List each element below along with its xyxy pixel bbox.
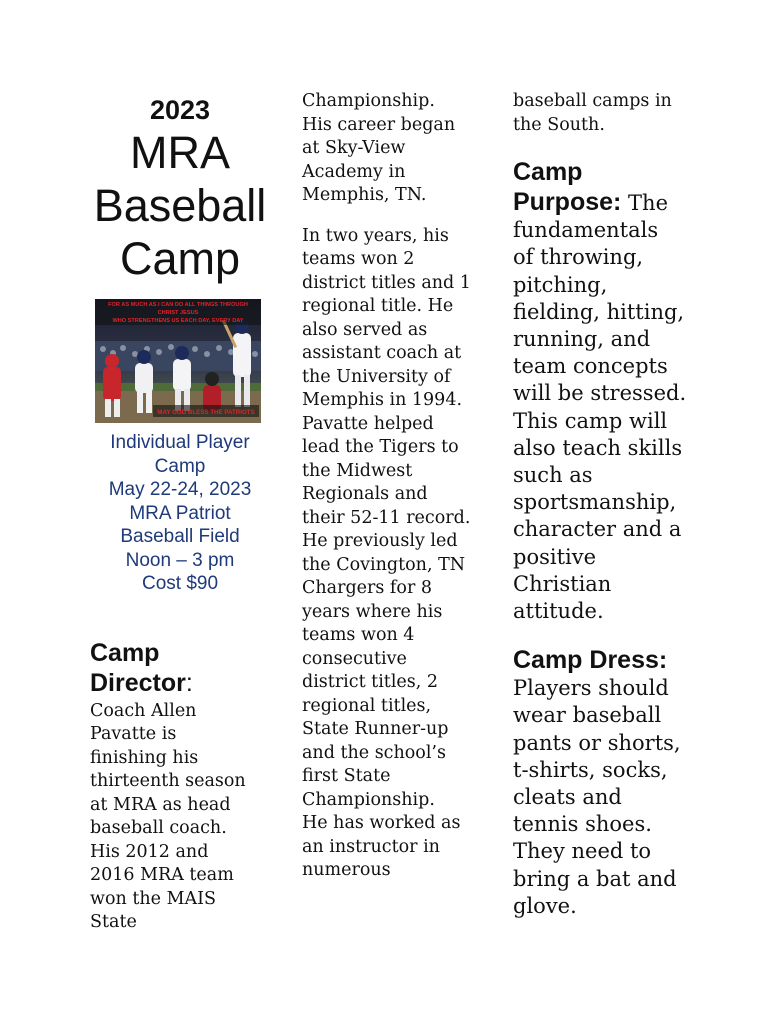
text-line: numerous [302, 860, 391, 880]
text-line: the South. [513, 114, 605, 135]
text-line: He has worked as [302, 813, 461, 833]
text-line: at MRA as head [90, 794, 231, 815]
text-line: of throwing, [513, 245, 644, 270]
text-line: team concepts [513, 354, 668, 379]
text-line [90, 668, 270, 698]
text-line: at Sky-View [302, 138, 406, 158]
text-line: attitude. [513, 599, 604, 624]
purpose-paragraph [513, 217, 693, 625]
text-line: the University of [302, 366, 451, 387]
camp-info-line: MRA Patriot [129, 502, 231, 524]
text-line: fundamentals [513, 218, 659, 243]
camp-info-line: Individual Player [110, 432, 250, 453]
text-line: Championship. [302, 789, 435, 810]
column-middle [302, 90, 482, 883]
text-line: cleats and [513, 785, 622, 810]
text-line: positive [513, 544, 597, 569]
text-line: State Runner-up [302, 719, 449, 739]
photo-caption-line3: WHO STRENGTHENS US EACH DAY, EVERY DAY [112, 318, 244, 324]
photo-caption-line1: FOR AS MUCH AS I CAN DO ALL THINGS THROUGH [108, 302, 248, 308]
text-line: regional titles, [302, 695, 432, 716]
director-paragraph-part4 [513, 90, 693, 137]
text-line: Memphis, TN. [302, 185, 427, 205]
text-line: wear baseball [513, 703, 662, 728]
text-line: teams won 2 [302, 249, 415, 269]
text-line: thirteenth season [90, 771, 246, 791]
text-line: an instructor in [302, 836, 440, 857]
text-line: State [90, 912, 137, 932]
text-line: Regionals and [302, 484, 428, 504]
text-line: first State [302, 766, 391, 786]
text-line: He previously led [302, 531, 458, 551]
text-line: baseball camps in [513, 91, 672, 111]
text-line: finishing his [90, 747, 199, 768]
text-line: t-shirts, socks, [513, 757, 668, 782]
camp-info-line: Camp [154, 455, 206, 477]
director-paragraph-part2 [302, 90, 482, 208]
text-line: character and a [513, 517, 682, 542]
text-line: Players should [513, 676, 669, 701]
camp-dress-section [513, 645, 693, 920]
purpose-first-word: The [621, 191, 668, 215]
text-line: Pavatte helped [302, 413, 434, 434]
director-heading-word: Director [90, 668, 186, 697]
text-line: also teach skills [513, 435, 683, 460]
camp-info [90, 431, 270, 596]
text-line: and the school’s [302, 742, 446, 763]
text-line: glove. [513, 893, 577, 918]
text-line: tennis shoes. [513, 812, 652, 837]
camp-info-date: May 22-24, 2023 [108, 479, 252, 500]
text-line: Pavatte is [90, 724, 177, 744]
text-line: 2016 MRA team [90, 865, 234, 885]
flyer-year: 2023 [149, 95, 211, 125]
column-right [513, 90, 693, 920]
text-line: lead the Tigers to [302, 437, 459, 457]
camp-info-location: Baseball Field [120, 526, 240, 547]
text-line: pitching, [513, 272, 608, 297]
text-line: sportsmanship, [513, 490, 677, 515]
text-line: His 2012 and [90, 841, 209, 862]
text-line: consecutive [302, 648, 407, 669]
camp-purpose-heading-line1: Camp [513, 158, 583, 186]
text-line: Memphis in 1994. [302, 390, 463, 410]
text-line: Chargers for 8 [302, 578, 433, 598]
director-paragraph-part3 [302, 225, 482, 883]
text-line: running, and [513, 327, 651, 352]
camp-director-heading [90, 638, 270, 698]
text-line: also served as [302, 319, 428, 340]
text-line: won the MAIS [90, 888, 217, 909]
camp-purpose-section [513, 157, 693, 625]
text-line: assistant coach at [302, 343, 462, 363]
flyer-title-line2: Baseball [93, 180, 267, 231]
text-line: pants or shorts, [513, 730, 681, 755]
camp-purpose-heading-line2: Purpose: [513, 188, 622, 216]
text-line: Christian [513, 571, 612, 596]
text-line: This camp will [513, 408, 668, 433]
photo-caption-bottom: MAY GOD BLESS THE PATRIOTS [157, 409, 255, 416]
camp-info-time: Noon – 3 pm [125, 549, 235, 571]
photo-caption-line2: CHRIST JESUS [157, 310, 199, 316]
text-line: teams won 4 [302, 625, 415, 645]
text-line: In two years, his [302, 225, 449, 246]
column-left [90, 90, 270, 935]
text-line: bring a bat and [513, 866, 677, 891]
camp-info-cost: Cost $90 [141, 573, 219, 594]
text-line: They need to [513, 839, 652, 864]
text-line: His career began [302, 114, 456, 135]
text-line: Coach Allen [90, 700, 197, 721]
text-line: years where his [302, 601, 443, 622]
director-heading-colon: : [185, 668, 193, 697]
baseball-team-photo [95, 299, 261, 423]
text-line: regional title. He [302, 296, 454, 316]
text-line: Academy in [302, 161, 406, 182]
text-line: district titles, 2 [302, 672, 439, 692]
text-line: Championship. [302, 91, 435, 111]
text-line: the Midwest [302, 460, 413, 481]
text-line: Camp [90, 638, 160, 667]
text-line: will be stressed. [513, 381, 687, 406]
director-paragraph-part1 [90, 700, 270, 935]
camp-dress-heading: Camp Dress: [513, 646, 668, 675]
text-line: fielding, hitting, [513, 299, 685, 324]
text-line: their 52-11 record. [302, 507, 471, 528]
flyer-title-line1: MRA [130, 127, 230, 178]
text-line: the Covington, TN [302, 554, 466, 575]
flyer-title-line3: Camp [119, 233, 241, 284]
text-line: baseball coach. [90, 818, 227, 838]
text-line: such as [513, 463, 593, 488]
text-line: district titles and 1 [302, 272, 471, 293]
dress-paragraph [513, 675, 693, 920]
